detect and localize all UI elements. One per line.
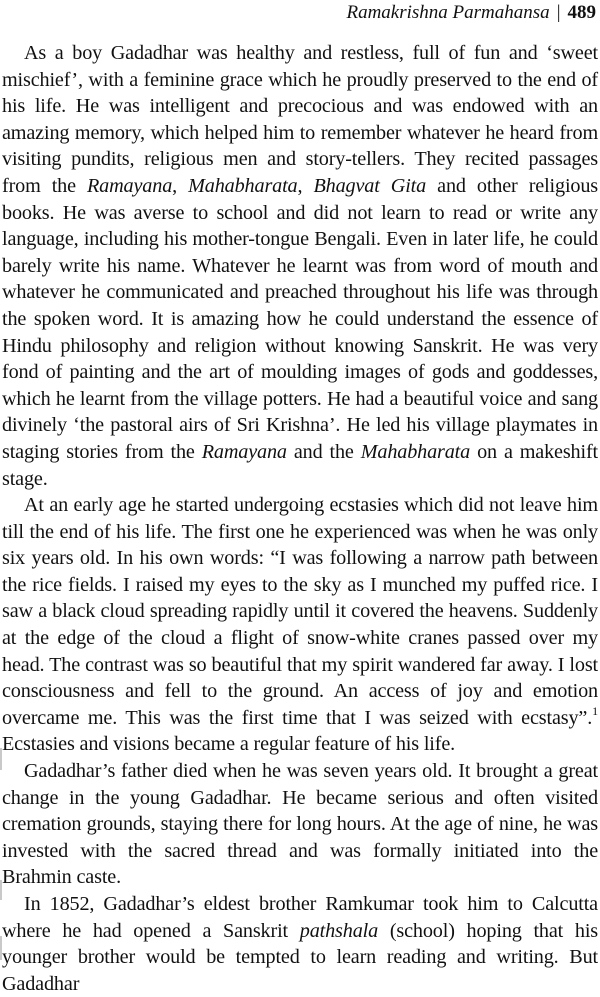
footnote-marker: 1 <box>592 704 598 719</box>
binding-shadow <box>0 936 2 960</box>
paragraph-text: At an early age he started undergoing ecstasies which did not leave him till the end of his life. The first one he experienced was when he was only six years old. In his own words: “I was following a narrow path between the rice fields. I raised my eyes to the sky as I munched my puffed rice. I saw a black cloud spreading rapidly until it covered the heavens. Suddenly at the edge of the cloud a flight of snow-white cranes passed over my head. The contrast was so beautiful that my spirit wandered far away. I lost consciousness and fell to the ground. An access of joy and emotion overcame me. This was the first time that I was seized with ecstasy”. <box>2 494 598 729</box>
italic-title: Mahabharata <box>188 174 298 197</box>
italic-title: Mahabharata <box>360 440 471 463</box>
body-text <box>2 40 598 997</box>
paragraph-text: As a boy Gadadhar was healthy and restless, full of fun and ‘sweet mischief’, with a feminine grace which he proudly preserved to the end of his life. He was intelligent and precocious and was endowed with an amazing memory, which helped him to remember whatever he heard from visiting pundits, religious men and story-tellers. They recited passages from the <box>2 42 598 197</box>
paragraph-text: In 1852, Gadadhar’s eldest brother Ramkumar took him to Calcutta where he had opened a Sanskrit <box>2 893 598 942</box>
italic-title: pathshala <box>299 919 379 942</box>
paragraph-text: Ecstasies and visions became a regular feature of his life. <box>2 733 456 756</box>
paragraph-text: Gadadhar’s father died when he was seven years old. It brought a great change in the young Gadadhar. He became serious and often visited cremation grounds, staying there for long hours. At the age of nine, he was invested with the sacred thread and was formally initiated into the Brahmin caste. <box>2 760 598 889</box>
italic-title: Ramayana <box>201 440 287 463</box>
paragraph-text: (school) hoping that his younger brother would be tempted to learn reading and writing. But Gadadhar <box>2 919 599 995</box>
page-number: 489 <box>567 2 596 23</box>
paragraph-text: on a makeshift stage. <box>2 440 598 490</box>
paragraph-text: and other religious books. He was averse to school and did not learn to read or write any language, including his mother-tongue Bengali. Even in later life, he could barely write his name. Whatever he learnt was from word of mouth and whatever he communicated and preached throughout his life was through the spoken word. It is amazing how he could understand the essence of Hindu philosophy and religion without knowing Sanskrit. He was very fond of painting and the art of moulding images of gods and goddesses, which he learnt from the village potters. He had a beautiful voice and sang divinely ‘the pastoral airs of Sri Krishna’. He led his village playmates in staging stories from the <box>2 174 598 463</box>
binding-shadow <box>0 748 2 770</box>
running-header-title: Ramakrishna Parmahansa <box>346 2 550 23</box>
paragraph <box>2 40 598 492</box>
italic-title: Bhagvat Gita <box>313 174 427 197</box>
binding-shadow <box>0 880 2 900</box>
paragraph-text: , <box>297 174 314 197</box>
paragraph <box>2 891 598 997</box>
running-header-separator: | <box>556 2 561 23</box>
paragraph-text: and the <box>286 440 361 463</box>
paragraph-text: , <box>172 174 189 197</box>
paragraph <box>2 758 598 891</box>
italic-title: Ramayana <box>87 174 173 197</box>
paragraph <box>2 492 598 758</box>
running-header <box>346 2 596 24</box>
